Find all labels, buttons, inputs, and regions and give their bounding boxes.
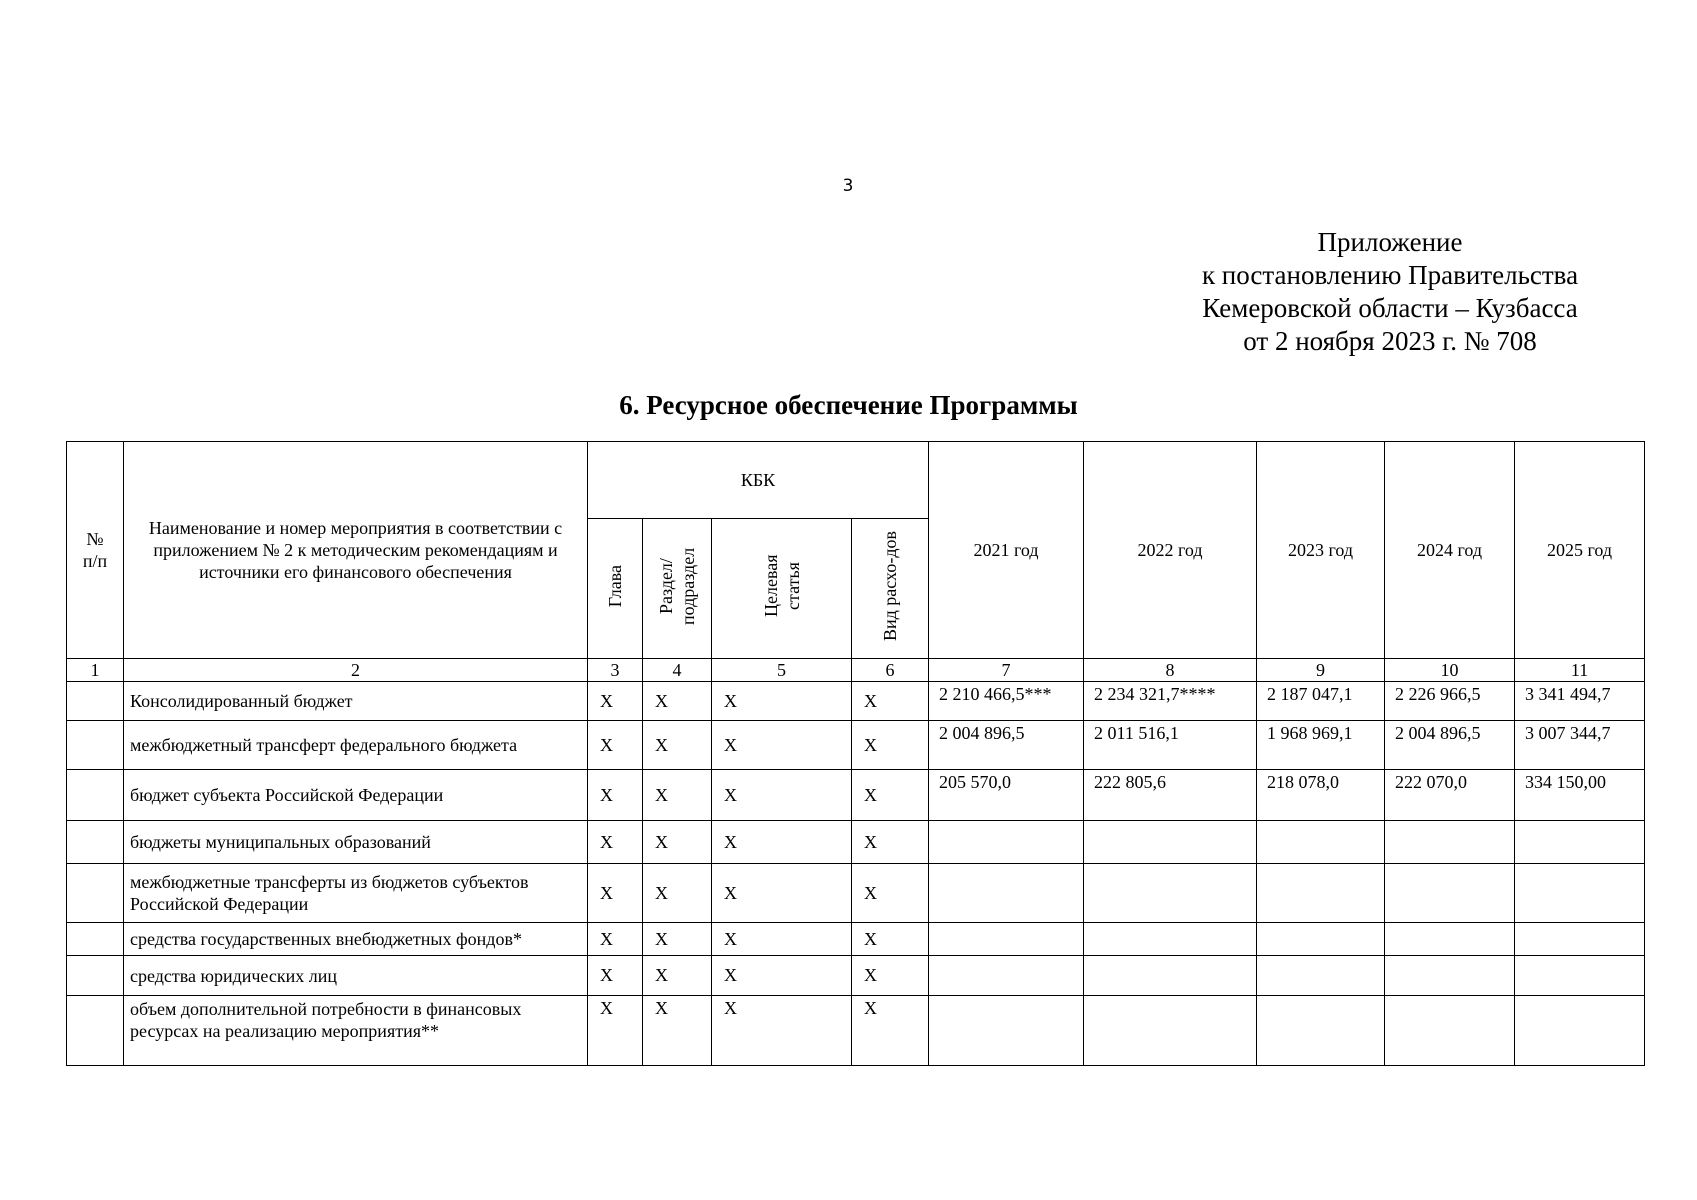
row-tselevaya: X	[712, 770, 852, 821]
row-value	[929, 956, 1084, 996]
row-num	[67, 721, 124, 770]
row-value	[1257, 996, 1385, 1066]
row-vid: X	[852, 956, 929, 996]
annex-line: Приложение	[1317, 227, 1463, 257]
row-value: 2 187 047,1	[1257, 682, 1385, 721]
row-tselevaya: X	[712, 821, 852, 864]
annex-line: Кемеровской области – Кузбасса	[1202, 293, 1578, 323]
row-name: Консолидированный бюджет	[124, 682, 588, 721]
column-number: 4	[643, 659, 712, 682]
row-value: 205 570,0	[929, 770, 1084, 821]
row-glava: X	[588, 821, 643, 864]
row-num	[67, 956, 124, 996]
column-number: 10	[1385, 659, 1515, 682]
row-glava: X	[588, 923, 643, 956]
row-razdel: X	[643, 923, 712, 956]
row-vid: X	[852, 923, 929, 956]
row-tselevaya: X	[712, 923, 852, 956]
header-tselevaya: Целевая статья	[712, 519, 852, 659]
row-value	[1084, 996, 1257, 1066]
row-tselevaya: X	[712, 682, 852, 721]
header-num: № п/п	[67, 442, 124, 659]
column-number: 1	[67, 659, 124, 682]
header-year: 2023 год	[1257, 442, 1385, 659]
table-row	[67, 996, 1645, 1066]
section-title: 6. Ресурсное обеспечение Программы	[619, 390, 1078, 420]
row-value	[929, 996, 1084, 1066]
column-number: 5	[712, 659, 852, 682]
row-value	[1257, 956, 1385, 996]
row-tselevaya: X	[712, 996, 852, 1066]
row-value: 222 805,6	[1084, 770, 1257, 821]
column-number: 2	[124, 659, 588, 682]
row-glava: X	[588, 956, 643, 996]
row-value: 2 011 516,1	[1084, 721, 1257, 770]
header-glava: Глава	[588, 519, 643, 659]
row-value	[1084, 956, 1257, 996]
row-name: бюджет субъекта Российской Федерации	[124, 770, 588, 821]
row-value	[1257, 923, 1385, 956]
row-value	[1385, 864, 1515, 923]
header-year: 2021 год	[929, 442, 1084, 659]
row-name: объем дополнительной потребности в финансовых ресурсах на реализацию мероприятия**	[124, 996, 588, 1066]
column-number-row	[67, 659, 1645, 682]
row-vid: X	[852, 682, 929, 721]
row-value: 218 078,0	[1257, 770, 1385, 821]
row-value: 334 150,00	[1515, 770, 1645, 821]
row-value	[1515, 956, 1645, 996]
row-value	[1084, 821, 1257, 864]
table-row	[67, 923, 1645, 956]
column-number: 8	[1084, 659, 1257, 682]
row-value: 222 070,0	[1385, 770, 1515, 821]
table-row	[67, 770, 1645, 821]
row-name: средства государственных внебюджетных фондов*	[124, 923, 588, 956]
row-value	[929, 923, 1084, 956]
row-num	[67, 996, 124, 1066]
row-num	[67, 770, 124, 821]
header-kbk: КБК	[588, 442, 929, 519]
row-value	[1084, 864, 1257, 923]
annex-block	[1170, 226, 1610, 358]
row-value: 3 341 494,7	[1515, 682, 1645, 721]
row-num	[67, 923, 124, 956]
row-value	[929, 821, 1084, 864]
table-row	[67, 682, 1645, 721]
row-value	[1385, 923, 1515, 956]
row-value: 2 004 896,5	[1385, 721, 1515, 770]
annex-line: к постановлению Правительства	[1201, 260, 1579, 290]
column-number: 7	[929, 659, 1084, 682]
row-value: 2 234 321,7****	[1084, 682, 1257, 721]
row-value	[1385, 996, 1515, 1066]
row-name: бюджеты муниципальных образований	[124, 821, 588, 864]
row-value	[1515, 996, 1645, 1066]
row-value: 3 007 344,7	[1515, 721, 1645, 770]
row-value: 2 210 466,5***	[929, 682, 1084, 721]
row-vid: X	[852, 721, 929, 770]
table-row	[67, 721, 1645, 770]
row-value	[1385, 821, 1515, 864]
resource-table	[66, 441, 1645, 1066]
row-glava: X	[588, 682, 643, 721]
row-value	[1515, 821, 1645, 864]
row-glava: X	[588, 996, 643, 1066]
header-year: 2022 год	[1084, 442, 1257, 659]
header-row	[67, 442, 1645, 519]
column-number: 6	[852, 659, 929, 682]
row-tselevaya: X	[712, 864, 852, 923]
row-razdel: X	[643, 721, 712, 770]
row-value	[1257, 821, 1385, 864]
row-value	[1515, 864, 1645, 923]
row-vid: X	[852, 770, 929, 821]
header-razdel: Раздел/ подраздел	[643, 519, 712, 659]
row-num	[67, 864, 124, 923]
row-value: 2 004 896,5	[929, 721, 1084, 770]
row-vid: X	[852, 821, 929, 864]
row-razdel: X	[643, 864, 712, 923]
row-num	[67, 682, 124, 721]
header-vid: Вид расхо-дов	[852, 519, 929, 659]
row-glava: X	[588, 770, 643, 821]
row-name: межбюджетный трансферт федерального бюджета	[124, 721, 588, 770]
column-number: 9	[1257, 659, 1385, 682]
row-razdel: X	[643, 956, 712, 996]
page-number: 3	[842, 176, 854, 196]
column-number: 11	[1515, 659, 1645, 682]
row-name: межбюджетные трансферты из бюджетов субъектов Российской Федерации	[124, 864, 588, 923]
annex-line: от 2 ноября 2023 г. № 708	[1243, 326, 1537, 356]
row-value	[1257, 864, 1385, 923]
row-value	[1385, 956, 1515, 996]
table-row	[67, 956, 1645, 996]
row-vid: X	[852, 864, 929, 923]
row-glava: X	[588, 721, 643, 770]
row-value	[929, 864, 1084, 923]
row-value: 1 968 969,1	[1257, 721, 1385, 770]
row-tselevaya: X	[712, 956, 852, 996]
column-number: 3	[588, 659, 643, 682]
row-tselevaya: X	[712, 721, 852, 770]
header-year: 2025 год	[1515, 442, 1645, 659]
row-glava: X	[588, 864, 643, 923]
row-num	[67, 821, 124, 864]
row-name: средства юридических лиц	[124, 956, 588, 996]
table-row	[67, 821, 1645, 864]
row-value	[1084, 923, 1257, 956]
row-vid: X	[852, 996, 929, 1066]
table-row	[67, 864, 1645, 923]
row-razdel: X	[643, 996, 712, 1066]
row-value	[1515, 923, 1645, 956]
row-value: 2 226 966,5	[1385, 682, 1515, 721]
row-razdel: X	[643, 821, 712, 864]
row-razdel: X	[643, 682, 712, 721]
header-year: 2024 год	[1385, 442, 1515, 659]
row-razdel: X	[643, 770, 712, 821]
header-name: Наименование и номер мероприятия в соответствии с приложением № 2 к методическим рекомендациям и источники его финансового обеспечения	[124, 442, 588, 659]
